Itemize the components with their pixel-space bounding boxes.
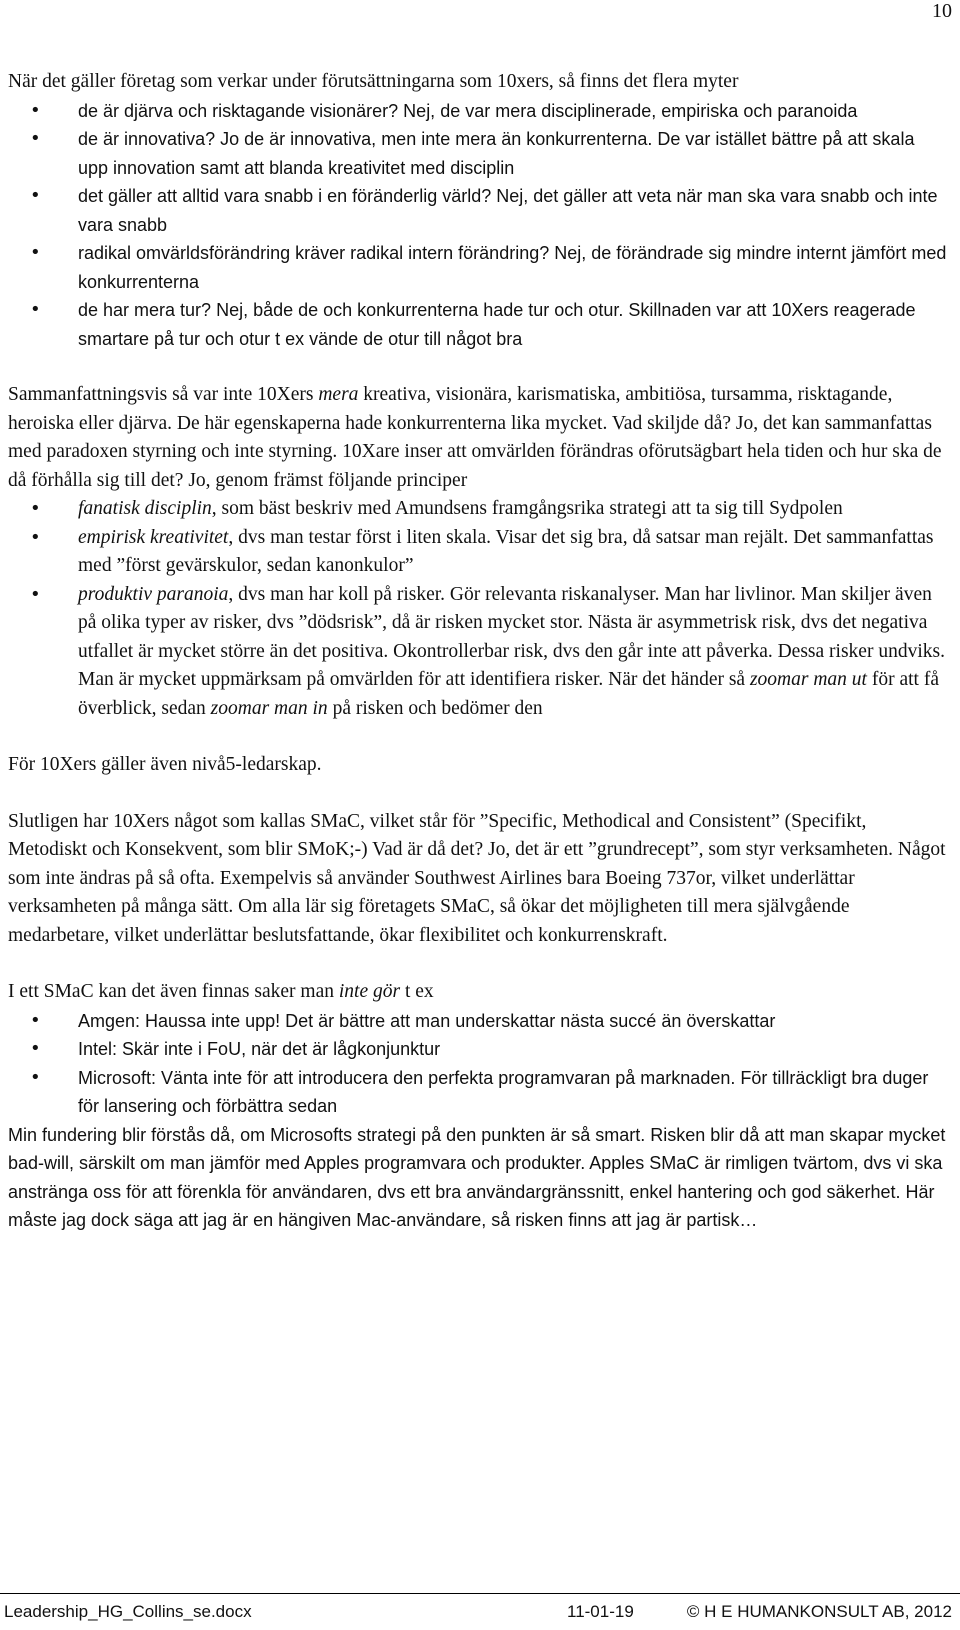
closing-paragraph: Min fundering blir förstås då, om Microsofts strategi på den punkten är så smart. Risken blir då att man skapar mycket bad-will, särskilt om man jämför med Apples programvara och produkter. Apples SMaC är rimligen tvärtom, dvs vi ska anstränga oss för att förenkla för användaren, dvs ett bra användargränssnitt, enkel hantering och god säkerhet. Här måste jag dock säga att jag är en hängiven Mac-användare, så risken finns att jag är partisk…	[8, 1124, 946, 1230]
list-item: • det gäller att alltid vara snabb i en föränderlig värld? Nej, det gäller att veta när man ska vara snabb och inte vara snabb	[8, 182, 948, 239]
list-item: • Intel: Skär inte i FoU, när det är lågkonjunktur	[8, 1035, 948, 1064]
list-item: • fanatisk disciplin, som bäst beskriv med Amundsens framgångsrika strategi att ta sig till Sydpolen	[8, 495, 948, 524]
page-number: 10	[932, 0, 952, 22]
list-item: • de är innovativa? Jo de är innovativa, men inte mera än konkurrenterna. De var istället bättre på att skala upp innovation samt att blanda kreativitet med disciplin	[8, 125, 948, 182]
footer-date: 11-01-19	[567, 1602, 634, 1621]
example-list	[8, 1007, 948, 1121]
list-item: • Microsoft: Vänta inte för att introducera den perfekta programvaran på marknaden. För tillräckligt bra duger för lansering och förbättra sedan	[8, 1064, 948, 1121]
footer-filename: Leadership_HG_Collins_se.docx	[4, 1602, 252, 1621]
list-item: • Amgen: Haussa inte upp! Det är bättre att man underskattar nästa succé än överskattar	[8, 1007, 948, 1036]
intro-paragraph: När det gäller företag som verkar under förutsättningarna som 10xers, så finns det flera myter	[8, 71, 739, 92]
myth-list	[8, 97, 948, 354]
summary-paragraph: Sammanfattningsvis så var inte 10Xers mera kreativa, visionära, karismatiska, ambitiösa, tursamma, risktagande, heroiska eller djärva. De här egenskaperna hade konkurrenterna lika mycket. Vad skiljde då? Jo, det kan sammanfattas med paradoxen styrning och inte styrning. 10Xare inser att omvärlden förändras oförutsägbart hela tiden och hur ska de då förhålla sig till det? Jo, genom främst följande principer	[8, 384, 942, 491]
level5-paragraph: För 10Xers gäller även nivå5-ledarskap.	[8, 754, 322, 775]
dont-paragraph: I ett SMaC kan det även finnas saker man inte gör t ex	[8, 981, 434, 1002]
footer-copyright: © H E HUMANKONSULT AB, 2012	[686, 1602, 952, 1621]
list-item: • empirisk kreativitet, dvs man testar först i liten skala. Visar det sig bra, då satsar man rejält. Det sammanfattas med ”först gevärskulor, sedan kanonkulor”	[8, 524, 948, 581]
smac-paragraph: Slutligen har 10Xers något som kallas SMaC, vilket står för ”Specific, Methodical and Consistent” (Specifikt, Metodiskt och Konsekvent, som blir SMoK;-) Vad är då det? Jo, det är ett ”grundrecept”, som styr verksamheten. Något som inte ändras på så ofta. Exempelvis så använder Southwest Airlines bara Boeing 737or, vilket underlättar verksamheten på många sätt. Om alla lär sig företagets SMaC, så ökar det möjligheten till mera självgående medarbetare, vilket underlättar beslutsfattande, ökar flexibilitet och konkurrenskraft.	[8, 810, 946, 946]
list-item: • radikal omvärldsförändring kräver radikal intern förändring? Nej, de förändrade sig mindre internt jämfört med konkurrenterna	[8, 239, 948, 296]
page-footer	[0, 1593, 960, 1628]
list-item: • de är djärva och risktagande visionärer? Nej, de var mera disciplinerade, empiriska och paranoida	[8, 97, 948, 126]
document-body	[8, 68, 948, 1235]
emphasis: mera	[318, 384, 359, 405]
principle-list	[8, 495, 948, 723]
list-item: • de har mera tur? Nej, både de och konkurrenterna hade tur och otur. Skillnaden var att 10Xers reagerade smartare på tur och otur t ex vände de otur till något bra	[8, 296, 948, 353]
list-item: • produktiv paranoia, dvs man har koll på risker. Gör relevanta riskanalyser. Man har livlinor. Man skiljer även på olika typer av risker, dvs ”dödsrisk”, då är risken mycket stor. Nästa är asymmetrisk risk, dvs det negativa utfallet är mycket större än det positiva. Okontrollerbar risk, dvs den går inte att påverka. Dessa risker undviks. Man är mycket uppmärksam på omvärlden för att identifiera risker. När det händer så zoomar man ut för att få överblick, sedan zoomar man in på risken och bedömer den	[8, 581, 948, 724]
